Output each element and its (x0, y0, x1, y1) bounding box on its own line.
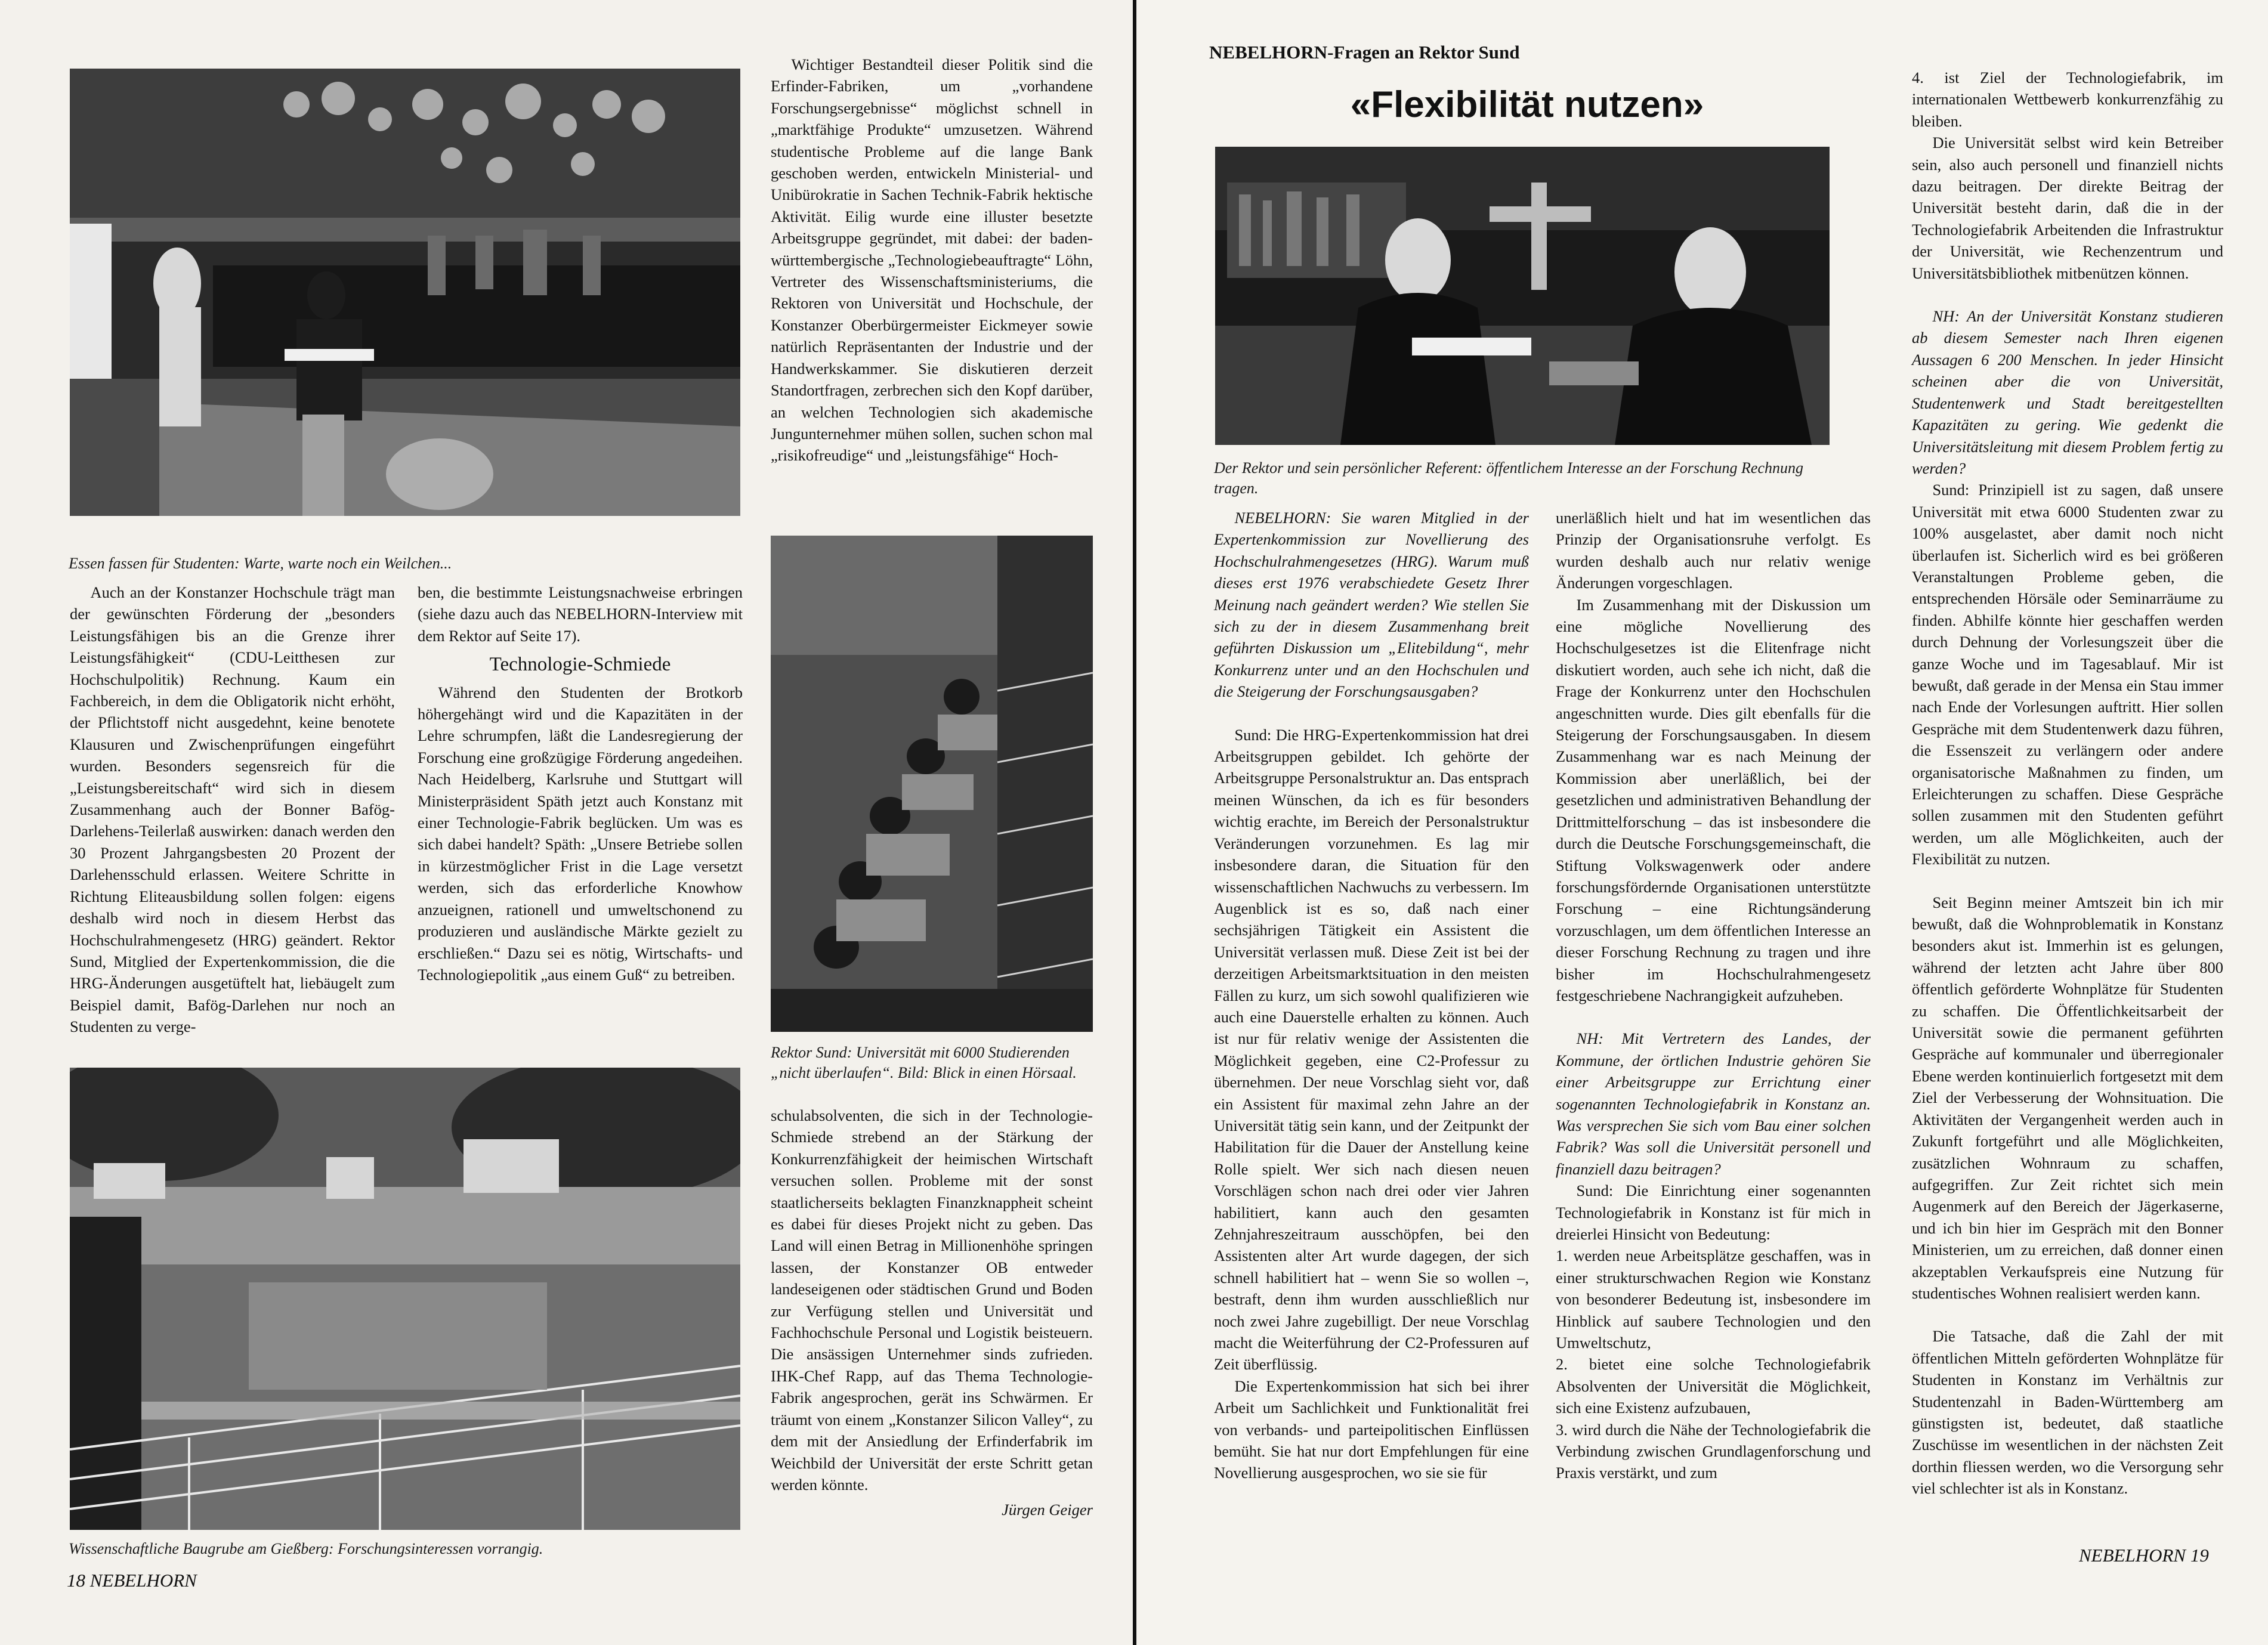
subheading-technologie-schmiede: Technologie-Schmiede (489, 654, 671, 676)
right-column-2 (1556, 507, 1871, 1484)
interview-answer: Sund: Die Einrichtung einer sogenannten Technologiefabrik in Konstanz ist für mich in dreierlei Hinsicht von Bedeutung: (1556, 1182, 1871, 1243)
paragraph: schulabsolventen, die sich in der Technologie-Schmiede strebend an der Stärkung der Konkurrenzfähigkeit der heimischen Wirtschaft versuchen sollen. Probleme mit der sonst staatlicherseits beklagten Finanzknappheit scheint es dabei für dieses Projekt nicht zu geben. Das Land will einen Betrag in Millionenhöhe springen lassen, der Konstanzer OB entweder landeseigenen oder städtischen Grund und Boden zur Verfügung stellen und Universität und Fachhochschule Personal und Logistik beisteuern. Die ansässigen Unternehmer sinds zufrieden. IHK-Chef Rapp, auf das Thema Technologie-Fabrik angesprochen, gerät ins Schwärmen. Er träumt von einem „Konstanzer Silicon Valley“, zu dem mit der Ansiedlung der Erfinderfabrik im Weichbild der Universität der erste Schritt getan werden könnte. (771, 1106, 1093, 1494)
interview-answer: Die Tatsache, daß die Zahl der mit öffentlichen Mitteln geförderten Wohnplätze für Studenten in Konstanz im Verhältnis zur Studentenzahl in Baden-Württemberg am günstigsten ist, bedeutet, daß staatliche Zuschüsse im wesentlichen in der nächsten Zeit dorthin fliessen werden, wo die Versorgung sehr viel schlechter ist als in Konstanz. (1912, 1327, 2223, 1498)
right-page (1136, 0, 2268, 1645)
interview-answer: unerläßlich hielt und hat im wesentlichen das Prinzip der Organisationsruhe verfolgt. Es wurden deshalb auch nur relativ wenige Änderungen vorgeschlagen. (1556, 509, 1871, 592)
page-folio-right: NEBELHORN 19 (2079, 1545, 2209, 1566)
photo-lecture-hall-caption: Rektor Sund: Universität mit 6000 Studierenden „nicht überlaufen“. Bild: Blick in einen Hörsaal. (771, 1044, 1077, 1081)
right-column-3 (1912, 67, 2223, 1499)
interview-answer: Im Zusammenhang mit der Diskussion um eine mögliche Novellierung des Hochschulgesetzes ist die Elitenfrage nicht diskutiert worden, auch sehe ich nicht, daß die Frage der Konkurrenz unter den Hochschulen angeschnitten wurde. Dies gilt ebenfalls für die Steigerung der Forschungsausgaben. In diesem Zusammenhang war es nach Meinung der Kommission aber unerläßlich, bei der gesetzlichen und administrativen Behandlung der Drittmittelforschung – das ist insbesondere die durch die Deutsche Forschungsgemeinschaft, die Stiftung Volkswagenwerk oder andere forschungsfördernde Organisationen unterstützte Forschung – eine Richtungsänderung vorzuschlagen, um dem öffentlichen Interesse an dieser Forschung Rechnung zu tragen und ihre bisher im Hochschulrahmengesetz festgeschriebene Nachrangigkeit aufzuheben. (1556, 595, 1871, 1004)
left-page (0, 0, 1133, 1645)
interview-headline: «Flexibilität nutzen» (1350, 84, 1704, 125)
photo-cafeteria (70, 69, 740, 516)
photo-rector-interview (1215, 147, 1830, 445)
left-column-3-top (771, 54, 1093, 466)
author-byline: Jürgen Geiger (1002, 1501, 1093, 1519)
interview-answer: Die Universität selbst wird kein Betreiber sein, also auch personell und finanziell nichts dazu beitragen. Der direkte Beitrag der Universität besteht darin, daß die in der Technologiefabrik Arbeitenden die Infrastruktur der Universität, wie Rechenzentrum und Universitätsbibliothek mitbenützen können. (1912, 134, 2223, 282)
interview-kicker: NEBELHORN-Fragen an Rektor Sund (1209, 42, 1520, 63)
photo-construction-site (70, 1068, 740, 1530)
interview-answer: Seit Beginn meiner Amtszeit bin ich mir bewußt, daß die Wohnproblematik in Konstanz besonders akut ist. Immerhin ist es gelungen, während der letzten acht Jahre über 800 öffentlich geförderte Wohnplätze für Studenten zu schaffen. Die Öffentlichkeitsarbeit der Universität sowie die permanent geführten Gespräche auf kommunaler und überregionaler Ebene werden kontinuierlich fortgesetzt mit dem Ziel der Verbesserung der Wohnsituation. Die Aktivitäten der Vergangenheit werden auch in Zukunft fortgeführt und alle Möglichkeiten, zusätzlichen Wohnraum zu schaffen, aufgegriffen. Zur Zeit richtet sich mein Augenmerk auf den Bereich der Jägerkaserne, und ich bin hier im Gespräch mit den Bonner Ministerien, um zu erreichen, daß donner einen akzeptablen Verkaufspreis eine Nutzung für studentisches Wohnen realisiert werden kann. (1912, 893, 2223, 1302)
page-folio-left: 18 NEBELHORN (67, 1570, 197, 1591)
list-item: 2. bietet eine solche Technologiefabrik Absolventen der Universität die Möglichkeit, sich eine Existenz aufzubauen, (1556, 1355, 1871, 1417)
list-item: 1. werden neue Arbeitsplätze geschaffen, was in einer strukturschwachen Region wie Konstanz von besonderer Bedeutung ist, insbesondere im Hinblick auf saubere Technologien und den Umweltschutz, (1556, 1247, 1871, 1352)
photo-construction-caption: Wissenschaftliche Baugrube am Gießberg: Forschungsinteressen vorrangig. (69, 1540, 543, 1557)
interview-question: NH: Mit Vertretern des Landes, der Kommune, der örtlichen Industrie gehören Sie einer Arbeitsgruppe zur Errichtung einer sogenannten Technologiefabrik in Konstanz an. Was versprechen Sie sich vom Bau einer solchen Fabrik? Was soll die Universität personell und finanziell dazu beitragen? (1556, 1029, 1871, 1178)
interview-question: NH: An der Universität Konstanz studieren ab diesem Semester nach Ihren eigenen Aussagen 6 200 Menschen. In jeder Hinsicht scheinen aber die von Universität, Studentenwerk und Stadt bereitgestellten Kapazitäten zu gering. Wie gedenkt die Universitätsleitung mit diesem Problem fertig zu werden? (1912, 307, 2223, 477)
list-item: 3. wird durch die Nähe der Technologiefabrik die Verbindung zwischen Grundlagenforschung und Praxis verstärkt, und zum (1556, 1420, 1871, 1482)
interview-answer: Sund: Die HRG-Expertenkommission hat drei Arbeitsgruppen gebildet. Ich gehörte der Arbeitsgruppe Personalstruktur an. Das entsprach meinen Wünschen, da ich es für besonders wichtig erachte, im Bereich der Personalstruktur Veränderungen vorzunehmen. Es lag mir insbesondere daran, die Situation für den wissenschaftlichen Nachwuchs zu verbessern. Im Augenblick ist es so, daß nach einer sechsjährigen Tätigkeit ein Assistent die Universität verlassen muß. Diese Zeit ist bei der derzeitigen Arbeitsmarktsituation in den meisten Fällen zu kurz, um sich sowohl qualifizieren wie auch eine Dauerstelle erhalten zu können. Auch ist nur für relativ wenige der Assistenten die Möglichkeit gegeben, eine C2-Professur zu übernehmen. Der neue Vorschlag sieht vor, daß ein Assistent für maximal zehn Jahre an der Universität tätig sein kann, und der Zeitpunkt der Habilitation für die Dauer der Anstellung keine Rolle spielt. Wer sich nach diesen neuen Vorschlägen schon nach drei oder vier Jahren habilitiert, kann auch den gesamten Zehnjahreszeitraum ausschöpfen, bei den Assistenten alter Art wurde dagegen, der sich schnell habilitiert hat – wenn Sie so wollen –, bestraft, denn ihm wurden ausschließlich nur noch zwei Jahre zugebilligt. Der neue Vorschlag macht die Weiterführung der C2-Professuren auf Zeit überflüssig. (1214, 725, 1529, 1374)
photo-rector-caption: Der Rektor und sein persönlicher Referent: öffentlichem Interesse an der Forschung Rechnung tragen. (1214, 459, 1803, 497)
left-column-3-bottom (771, 1105, 1093, 1521)
left-column-2 (418, 582, 743, 985)
interview-answer: Sund: Prinzipiell ist zu sagen, daß unsere Universität mit etwa 6000 Studenten zwar zu 100% ausgelastet, aber damit noch nicht überlaufen ist. Sicherlich wird es bei größeren Veranstaltungen Probleme geben, die entsprechenden Hörsäle oder Seminarräume zu finden. Abhilfe könnte hier geschaffen werden durch Dehnung der Vorlesungszeit über die ganze Woche und im Tagesablauf. Mir ist bewußt, daß gerade in der Mensa ein Stau immer nach Ende der Vorlesungen auftritt. Hier sollen Gespräche mit dem Studentenwerk dazu führen, die Essenszeit zu verlängern oder andere organisatorische Maßnahmen zu finden, um Erleichterungen zu schaffen. Diese Gespräche sollen zusammen mit den Studenten geführt werden, um alle Möglichkeiten, auch der Flexibilität zu nutzen. (1912, 481, 2223, 868)
photo-cafeteria-caption: Essen fassen für Studenten: Warte, warte noch ein Weilchen... (69, 555, 452, 572)
paragraph: ben, die bestimmte Leistungsnachweise erbringen (siehe dazu auch das NEBELHORN-Interview mit dem Rektor auf Seite 17). (418, 583, 743, 645)
paragraph: Während den Studenten der Brotkorb höhergehängt wird und die Kapazitäten in der Lehre schrumpfen, läßt die Landesregierung der Forschung eine großzügige Förderung angedeihen. Nach Heidelberg, Karlsruhe und Stuttgart will Ministerpräsident Späth jetzt auch Konstanz mit einer Technologie-Fabrik beglücken. Um was es sich dabei handelt? Späth: „Unsere Betriebe sollen in kürzestmöglicher Frist in die Lage versetzt werden, sich das erforderliche Knowhow anzueignen, rationell und umweltschonend zu produzieren und ausländische Märkte gezielt zu erschließen.“ Dazu sei es nötig, Wirtschafts- und Technologiepolitik „aus einem Guß“ zu betreiben. (418, 683, 743, 984)
interview-question: NEBELHORN: Sie waren Mitglied in der Expertenkommission zur Novellierung des Hochschulrahmengesetzes (HRG). Warum muß dieses erst 1976 verabschiedete Gesetz Ihrer Meinung nach geändert werden? Wie stellen Sie sich zu der in diesem Zusammenhang breit geführten Diskussion um „Elitebildung“, mehr Konkurrenz unter und an den Hochschulen und die Steigerung der Forschungsausgaben? (1214, 509, 1529, 701)
left-column-1 (70, 582, 395, 1038)
photo-lecture-hall (771, 536, 1093, 1032)
paragraph: Auch an der Konstanzer Hochschule trägt man der gewünschten Förderung der „besonders Leistungsfähigen bis an die Grenze ihrer Leistungsfähigkeit“ (CDU-Leitthesen zur Hochschulpolitik) Rechnung. Kaum ein Fachbereich, in dem die Obligatorik nicht erhöht, der Pflichtstoff nicht ausgedehnt, keine benotete Klausuren und Zwischenprüfungen eingeführt wurden. Besonders segensreich für die „Leistungsbereitschaft“ wird sich in diesem Zusammenhang auch der Bonner Bafög-Darlehens-Teilerlaß auswirken: danach werden den 30 Prozent Jahrgangsbesten 20 Prozent der Darlehensschuld erlassen. Weitere Schritte in Richtung Eliteausbildung sollen folgen: eigens deshalb wird noch in diesem Herbst das Hochschulrahmengesetz (HRG) geändert. Rektor Sund, Mitglied der Expertenkommission, die die HRG-Änderungen ausgetüftelt hat, liebäugelt zum Beispiel damit, Bafög-Darlehen nur noch an Studenten zu verge- (70, 583, 395, 1036)
right-column-1 (1214, 507, 1529, 1484)
paragraph: Wichtiger Bestandteil dieser Politik sind die Erfinder-Fabriken, um „vorhandene Forschungsergebnisse“ möglichst schnell in „marktfähige Produkte“ umzusetzen. Während studentische Probleme auf die lange Bank geschoben werden, entwickeln Ministerial- und Unibürokratie in Sachen Technik-Fabrik hektische Aktivität. Eilig wurde eine illuster besetzte Arbeitsgruppe gegründet, mit dabei: der baden-württembergische „Technologiebeauftragte“ Löhn, Vertreter des Wissenschaftsministeriums, die Rektoren von Universität und Hochschule, der Konstanzer Oberbürgermeister Eickmeyer sowie natürlich Repräsentanten der Industrie und der Handwerkskammer. Sie diskutieren derzeit Standortfragen, zerbrechen sich den Kopf darüber, an welchen Technologien sich akademische Jungunternehmer mühen sollen, suchen schon mal „risikofreudige“ und „leistungsfähige“ Hoch- (771, 55, 1093, 465)
interview-answer: Die Expertenkommission hat sich bei ihrer Arbeit um Sachlichkeit und Funktionalität frei von verbands- und parteipolitischen Einflüssen bemüht. Sie hat nur dort Empfehlungen für eine Novellierung ausgesprochen, wo sie sie für (1214, 1377, 1529, 1482)
list-item: 4. ist Ziel der Technologiefabrik, im internationalen Wettbewerb konkurrenzfähig zu bleiben. (1912, 69, 2223, 130)
